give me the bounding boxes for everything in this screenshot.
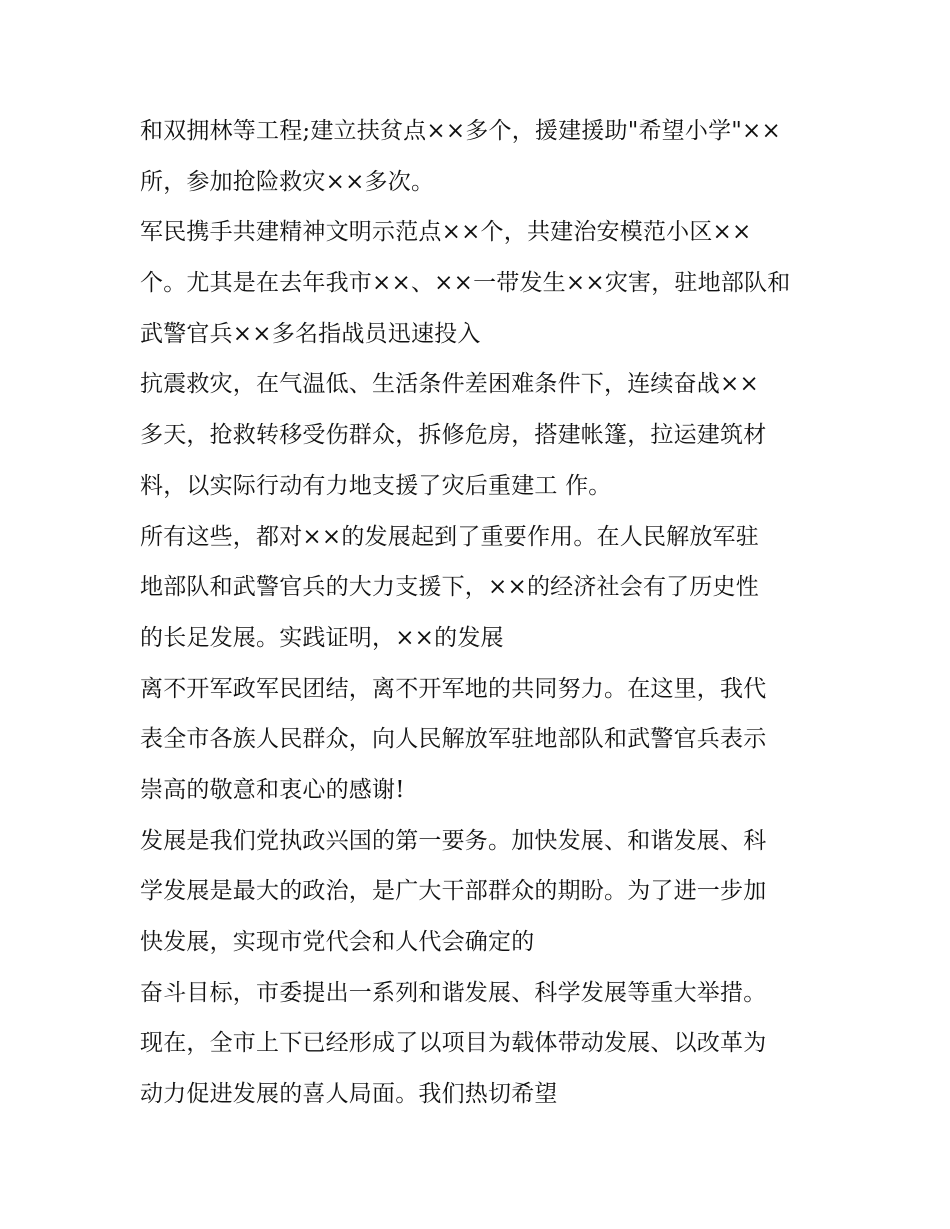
text-line-19: 现在，全市上下已经形成了以项目为载体带动发展、以改革为: [140, 1030, 767, 1057]
body-text: [140, 106, 820, 1120]
text-line-12: 离不开军政军民团结，离不开军地的共同努力。在这里，我代: [140, 675, 767, 702]
text-line-7: 多天，抢救转移受伤群众，拆修危房，搭建帐篷，拉运建筑材: [140, 422, 767, 449]
text-line-17: 快发展，实现市党代会和人代会确定的: [140, 929, 535, 955]
text-line-13: 表全市各族人民群众，向人民解放军驻地部队和武警官兵表示: [140, 726, 767, 753]
text-line-4: 个。尤其是在去年我市××、××一带发生××灾害，驻地部队和: [140, 270, 791, 297]
text-line-20: 动力促进发展的喜人局面。我们热切希望: [140, 1081, 558, 1108]
text-line-3: 军民携手共建精神文明示范点××个，共建治安模范小区××: [140, 219, 752, 246]
text-line-1: 和双拥林等工程;建立扶贫点××多个，援建援助"希望小学"××: [140, 118, 781, 144]
text-line-14: 崇高的敬意和衷心的感谢!: [140, 776, 405, 803]
text-line-5: 武警官兵××多名指战员迅速投入: [140, 320, 481, 347]
text-line-15: 发展是我们党执政兴国的第一要务。加快发展、和谐发展、科: [140, 827, 767, 854]
text-line-11: 的长足发展。实践证明，××的发展: [140, 624, 504, 651]
text-line-2: 所，参加抢险救灾××多次。: [140, 168, 435, 195]
text-line-10: 地部队和武警官兵的大力支援下，××的经济社会有了历史性: [140, 574, 759, 601]
text-line-9: 所有这些，都对××的发展起到了重要作用。在人民解放军驻: [140, 523, 759, 550]
text-line-8: 料，以实际行动有力地支援了灾后重建工 作。: [140, 472, 612, 499]
text-line-16: 学发展是最大的政治，是广大干部群众的期盼。为了进一步加: [140, 878, 767, 905]
text-line-18: 奋斗目标，市委提出一系列和谐发展、科学发展等重大举措。: [140, 979, 767, 1006]
text-line-6: 抗震救灾，在气温低、生活条件差困难条件下，连续奋战××: [140, 371, 759, 398]
